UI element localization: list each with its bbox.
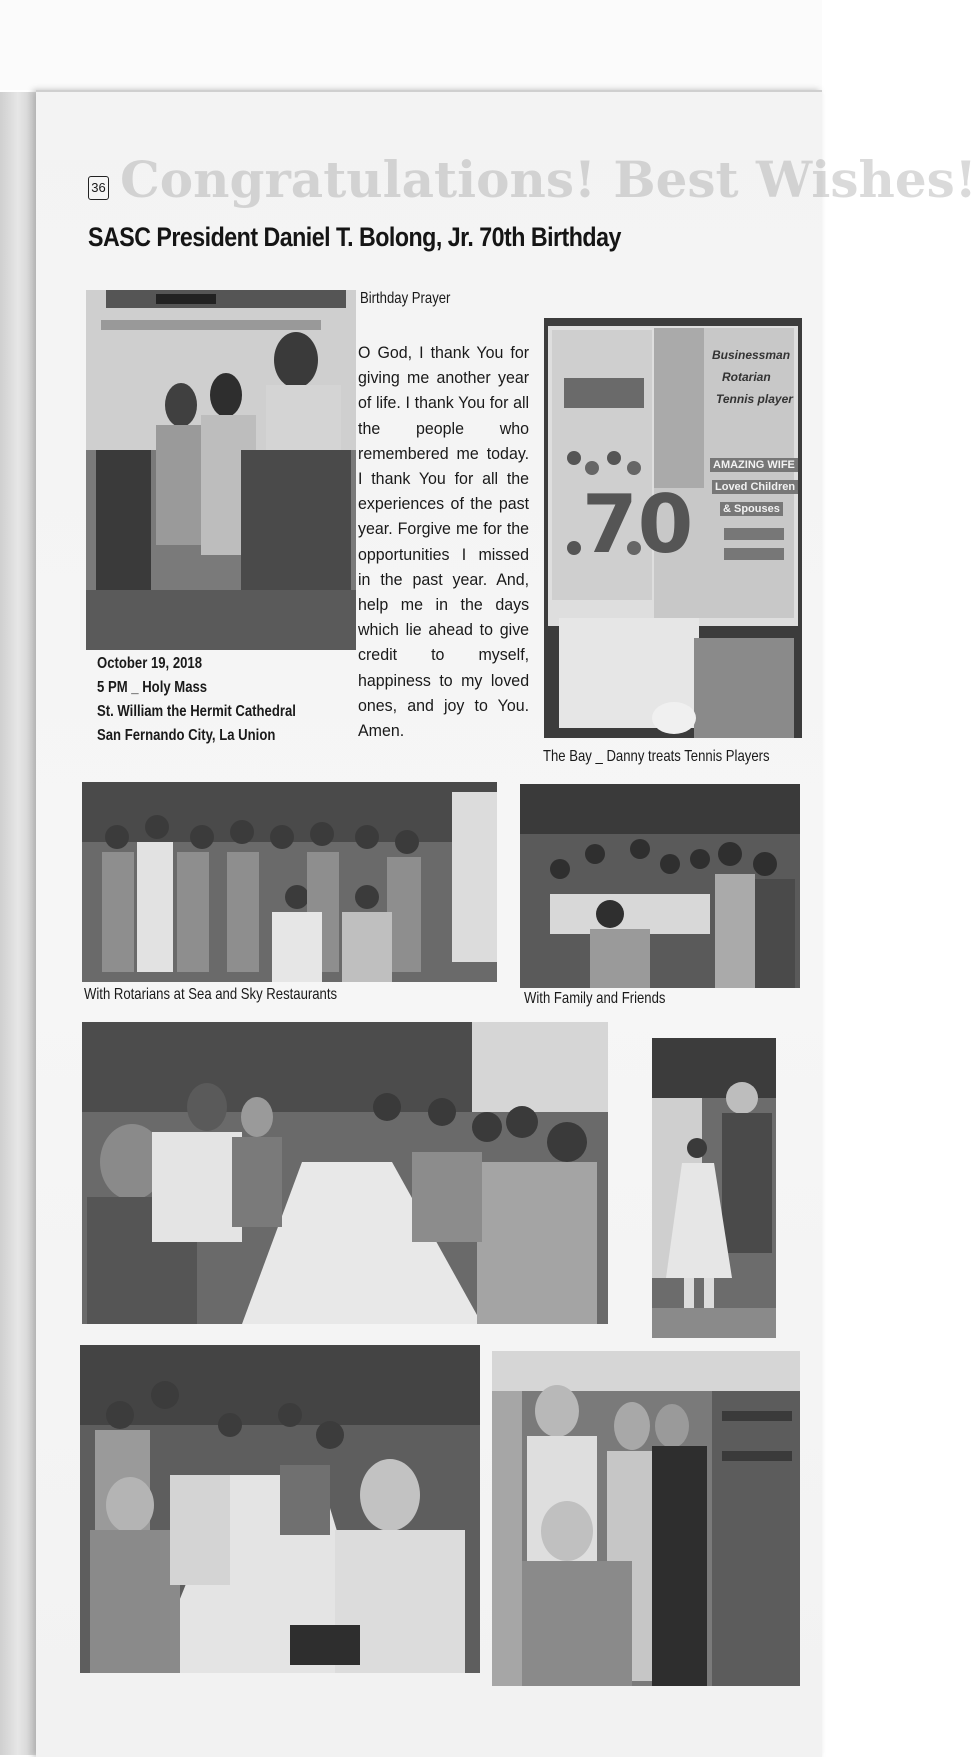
poster-line-2: Rotarian <box>722 370 771 384</box>
page-number: 36 <box>88 176 109 200</box>
dinner-table-photo <box>82 1022 608 1324</box>
prayer-title: Birthday Prayer <box>360 290 451 307</box>
rotarians-caption: With Rotarians at Sea and Sky Restaurants <box>84 986 338 1003</box>
family-friends-photo <box>520 784 800 988</box>
poster-line-6: & Spouses <box>720 502 783 516</box>
event-time: 5 PM _ Holy Mass <box>97 679 208 696</box>
poster-line-5: Loved Children <box>712 480 798 494</box>
event-date: October 19, 2018 <box>97 655 203 672</box>
poster-line-1: Businessman <box>712 348 791 362</box>
birthday-poster-photo <box>544 318 802 738</box>
rotarians-group-photo <box>82 782 497 982</box>
poster-line-4: AMAZING WIFE <box>710 458 798 472</box>
scan-background <box>0 0 822 90</box>
family-caption: With Family and Friends <box>524 990 666 1007</box>
family-portrait-photo <box>492 1351 800 1686</box>
book-binding-edge <box>0 92 40 1755</box>
event-details <box>97 652 296 748</box>
page-title: SASC President Daniel T. Bolong, Jr. 70th Birthday <box>88 222 621 252</box>
event-city: San Fernando City, La Union <box>97 727 276 744</box>
poster-number: 70 <box>582 478 694 571</box>
bay-caption: The Bay _ Danny treats Tennis Players <box>543 748 770 765</box>
holy-mass-photo <box>86 290 356 650</box>
event-venue: St. William the Hermit Cathedral <box>97 703 296 720</box>
poster-line-3: Tennis player <box>716 392 793 406</box>
show-through-text: Congratulations! Best Wishes! <box>120 150 977 209</box>
child-photo <box>652 1038 776 1338</box>
ladies-table-photo <box>80 1345 480 1673</box>
prayer-body: O God, I thank You for giving me another year of life. I thank You for all the people who remembered me today. I thank You for all the experiences of the past year. Forgive me for the opportunities I missed in the past year. And, help me in the days which lie ahead to give credit to myself, happiness to my loved ones, and joy to You. Amen. <box>358 343 530 741</box>
